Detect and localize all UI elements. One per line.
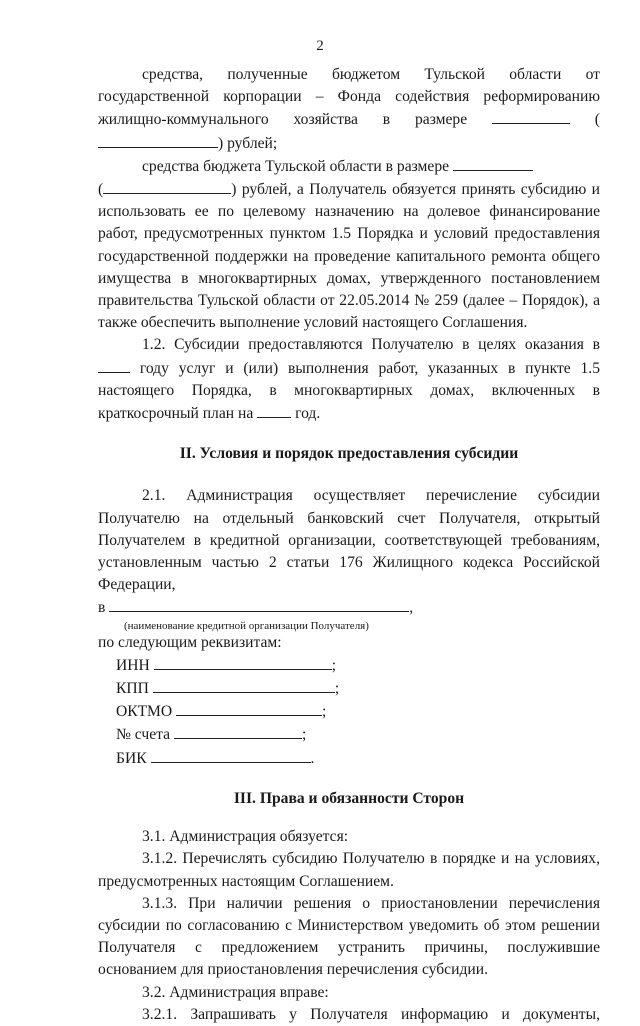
bank-caption: (наименование кредитной организации Получателя) (124, 619, 369, 632)
blank-field (176, 700, 322, 716)
blank-field (151, 747, 311, 763)
paragraph-2-1-bank: в , (98, 596, 600, 619)
paragraph-text: 1.2. Субсидии предоставляются Получателю в целях оказания в (142, 336, 600, 354)
paragraph-text: средства, полученные бюджетом Тульской области от государственной корпорации – Фонда содействия реформированию жилищно-коммунального хозяйства в размере (98, 66, 600, 129)
blank-amount (453, 155, 533, 171)
paragraph-2-1: 2.1. Администрация осуществляет перечисление субсидии Получателю на отдельный банковский счет Получателя, открытый Получателем в кредитной организации, соответствующей требованиям, установленным частью 2 статьи 176 Жилищного кодекса Российской Федерации, (98, 487, 600, 594)
paragraph-text: рублей, а Получатель обязуется принять субсидию и использовать ее по целевому назначению на долевое финансирование работ, предусмотренных пунктом 1.5 Порядка и условий предоставления государственной поддержки на проведение капитального ремонта общего имущества в многоквартирных домах, утвержденного постановлением правительства Тульской области от 22.05.2014 № 259 (далее – Порядок), а также обеспечить выполнение условий настоящего Соглашения. (98, 181, 600, 332)
requisite-label: КПП (116, 680, 149, 698)
blank-amount-words (103, 178, 231, 194)
blank-year (98, 357, 130, 373)
blank-bank-name (109, 596, 409, 612)
requisite-kpp: КПП ; (116, 677, 600, 700)
paragraph-funds-fond: средства, полученные бюджетом Тульской области от государственной корпорации – Фонда содействия реформированию жилищно-коммунального хозяйства в размере () рублей; (98, 66, 600, 152)
requisite-label: № счета (116, 726, 171, 744)
paragraph-text: в (98, 599, 106, 617)
blank-field (153, 677, 335, 693)
blank-field (174, 723, 302, 739)
requisite-account: № счета ; (116, 723, 600, 746)
paragraph-3-1: 3.1. Администрация обязуется: (142, 828, 349, 846)
paragraph-3-2: 3.2. Администрация вправе: (142, 983, 329, 1001)
requisite-label: ОКТМО (116, 703, 173, 721)
blank-amount-words (98, 132, 218, 148)
requisite-label: БИК (116, 749, 147, 767)
paragraph-3-1-2: 3.1.2. Перечислять субсидию Получателю в порядке и на условиях, предусмотренных настоящим Соглашением. (98, 850, 600, 890)
paragraph-funds-budget: средства бюджета Тульской области в размере ( ) рублей, а Получатель обязуется принять субсидию и использовать ее по целевому назначению на долевое финансирование работ, предусмотренных пунктом 1.5 Порядка и условий предоставления государственной поддержки на проведение капитального ремонта общего имущества в многоквартирных домах, утвержденного постановлением правительства Тульской области от 22.05.2014 № 259 (далее – Порядок), а также обеспечить выполнение условий настоящего Соглашения. (98, 155, 600, 335)
requisites-intro: по следующим реквизитам: (98, 633, 282, 651)
requisite-bik: БИК . (116, 747, 600, 770)
section-heading-3: III. Права и обязанности Сторон (233, 789, 465, 807)
paragraph-1-2 (98, 334, 600, 425)
page-number: 2 (316, 38, 324, 54)
paragraph-3-1-3: 3.1.3. При наличии решения о приостановлении перечисления субсидии по согласованию с Министерством уведомить об этом решении Получателя с предложением устранить причины, послужившие основанием для приостановления перечисления субсидии. (98, 894, 600, 979)
requisite-inn: ИНН ; (116, 654, 600, 677)
blank-amount (492, 108, 570, 124)
paragraph-text: средства бюджета Тульской области в размере (142, 157, 450, 175)
requisite-label: ИНН (116, 656, 150, 674)
paragraph-text: году услуг и (или) выполнения работ, указанных в пункте 1.5 настоящего Порядка, в многоквартирных домах, включенных в краткосрочный план на (98, 359, 601, 423)
blank-year (257, 402, 291, 418)
paragraph-text: год. (295, 405, 321, 423)
blank-field (154, 654, 332, 670)
section-heading-2: II. Условия и порядок предоставления субсидии (179, 445, 519, 463)
currency-label: рублей; (227, 134, 278, 152)
requisite-oktmo: ОКТМО ; (116, 700, 600, 723)
document-body (98, 64, 600, 1026)
requisites-list (116, 654, 600, 770)
paragraph-3-2-1: 3.2.1. Запрашивать у Получателя информацию и документы, (142, 1005, 600, 1023)
